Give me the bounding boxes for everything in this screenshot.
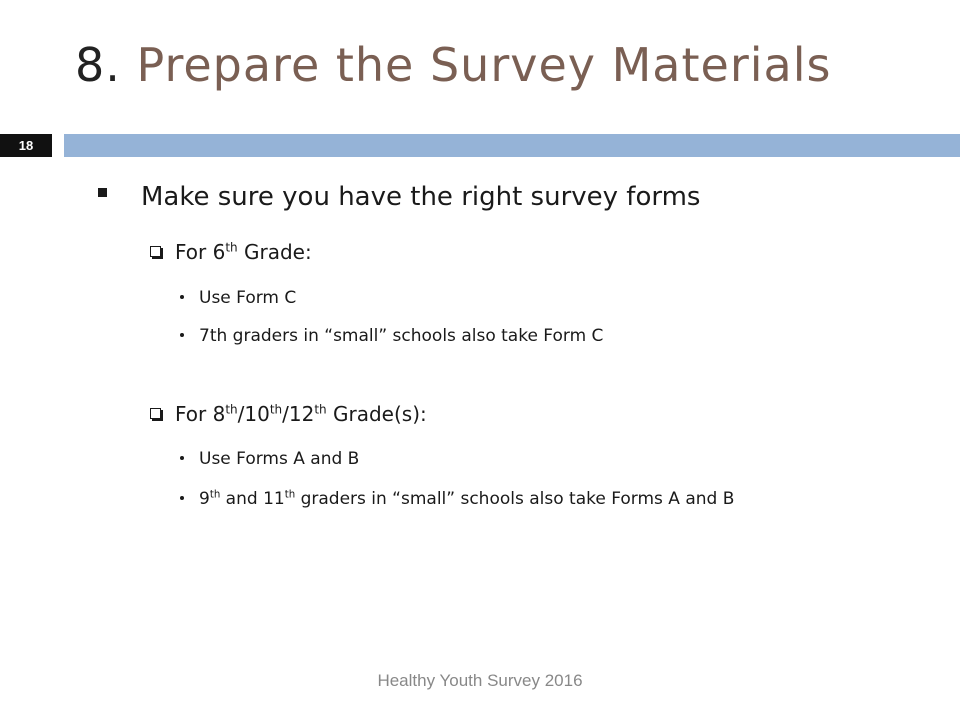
- group2-label-post: Grade(s):: [326, 402, 427, 426]
- group2-item: [180, 484, 879, 514]
- group2-item: [180, 444, 879, 474]
- group1-item-text: Use Form C: [199, 288, 297, 308]
- group2-label-sup: th: [225, 402, 238, 417]
- group1-label-sup: th: [225, 240, 238, 255]
- title-number: 8.: [75, 38, 121, 92]
- footer-text: Healthy Youth Survey 2016: [377, 671, 583, 690]
- group2-label-sup: th: [269, 402, 283, 417]
- group2-label-mid: /12: [282, 402, 315, 426]
- group2-label-sup: th: [314, 402, 327, 417]
- dot-bullet-icon: [180, 333, 184, 337]
- slide-number: 18: [0, 134, 52, 157]
- main-bullet-text: Make sure you have the right survey forms: [141, 182, 701, 212]
- group2-label-pre: For 8: [175, 402, 226, 426]
- dot-bullet-icon: [180, 295, 184, 299]
- group1-label-pre: For 6: [175, 240, 226, 264]
- header-bar: [64, 134, 960, 157]
- group1-item: [180, 321, 879, 351]
- dot-bullet-icon: [180, 496, 184, 500]
- group1-item: [180, 283, 879, 313]
- square-bullet-icon: [98, 188, 107, 197]
- item-text-sup: th: [209, 489, 221, 501]
- item-text-part: and 11: [220, 489, 285, 509]
- hollow-square-bullet-icon: [150, 408, 161, 419]
- item-text-part: 9: [199, 489, 210, 509]
- group2-label: [175, 402, 427, 426]
- group2-item-text: Use Forms A and B: [199, 449, 360, 469]
- group1-heading: [150, 240, 312, 264]
- group2-label-mid: /10: [237, 402, 270, 426]
- dot-bullet-icon: [180, 456, 184, 460]
- slide-title: [75, 38, 831, 92]
- title-text: Prepare the Survey Materials: [136, 38, 832, 92]
- hollow-square-bullet-icon: [150, 246, 161, 257]
- group2-heading: [150, 402, 427, 426]
- group1-item-text: 7th graders in “small” schools also take Form C: [199, 326, 604, 346]
- item-text-part: graders in “small” schools also take Forms A and B: [295, 489, 735, 509]
- group2-item-text: [199, 484, 879, 514]
- item-text-sup: th: [284, 489, 296, 501]
- group1-label: [175, 240, 312, 264]
- main-bullet: [98, 182, 700, 212]
- group1-label-post: Grade:: [237, 240, 312, 264]
